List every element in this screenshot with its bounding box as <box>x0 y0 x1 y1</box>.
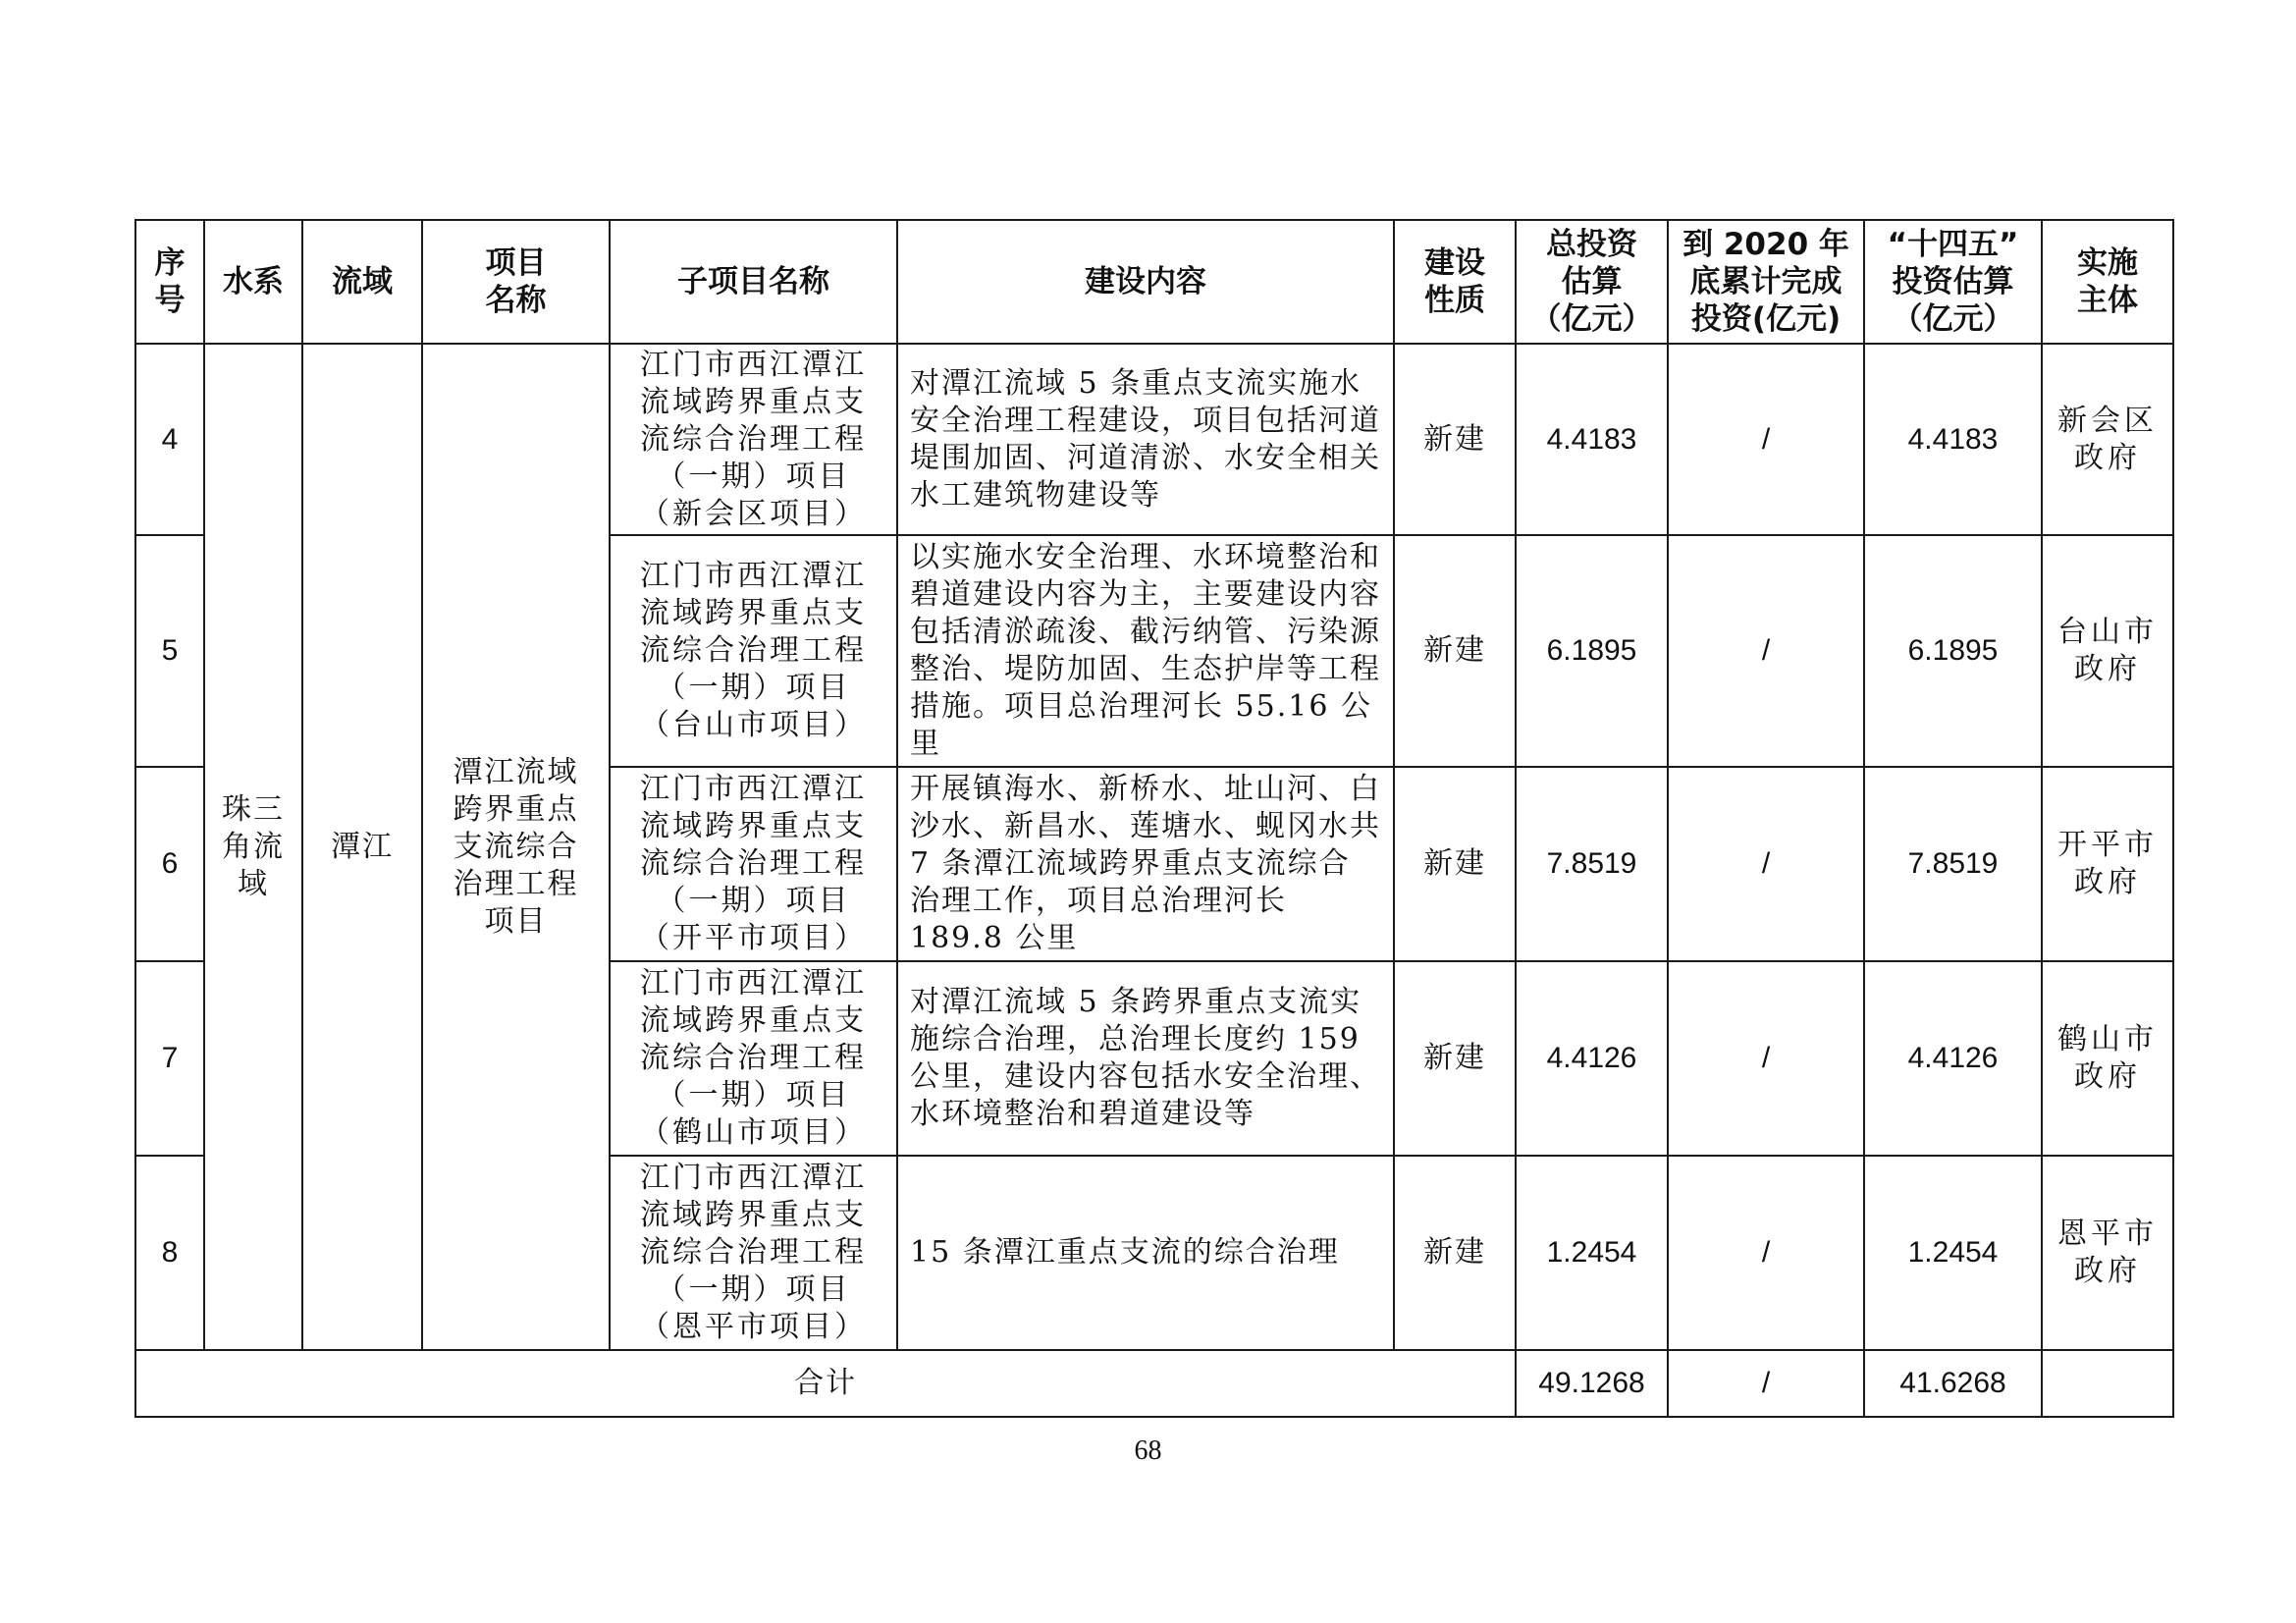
header-project: 项目 名称 <box>422 220 610 344</box>
header-completed: 到 2020 年 底累计完成 投资(亿元) <box>1668 220 1864 344</box>
total-label: 合计 <box>135 1350 1516 1417</box>
entity-cell: 鹤山市 政府 <box>2042 961 2173 1156</box>
header-row <box>135 220 2173 344</box>
grand-total-entity <box>2042 1350 2173 1417</box>
grand-total-plan: 41.6268 <box>1864 1350 2042 1417</box>
total-investment-cell: 7.8519 <box>1516 767 1668 961</box>
subproject-cell: 江门市西江潭江 流域跨界重点支 流综合治理工程 （一期）项目 （新会区项目） <box>610 344 897 535</box>
header-system: 水系 <box>204 220 302 344</box>
row-seq: 4 <box>135 344 204 535</box>
entity-cell: 开平市 政府 <box>2042 767 2173 961</box>
basin-cell: 潭江 <box>302 344 422 1350</box>
content-cell: 以实施水安全治理、水环境整治和碧道建设内容为主，主要建设内容包括清淤疏浚、截污纳管、污染源整治、堤防加固、生态护岸等工程措施。项目总治理河长 55.16 公里 <box>897 535 1394 767</box>
content-cell: 开展镇海水、新桥水、址山河、白沙水、新昌水、莲塘水、蚬冈水共 7 条潭江流域跨界重点支流综合治理工作，项目总治理河长 189.8 公里 <box>897 767 1394 961</box>
water-system-cell: 珠三 角流 域 <box>204 344 302 1350</box>
header-subproject: 子项目名称 <box>610 220 897 344</box>
row-seq: 5 <box>135 535 204 767</box>
total-investment-cell: 4.4183 <box>1516 344 1668 535</box>
row-seq: 6 <box>135 767 204 961</box>
completed-investment-cell: / <box>1668 961 1864 1156</box>
total-investment-cell: 1.2454 <box>1516 1156 1668 1350</box>
subproject-cell: 江门市西江潭江 流域跨界重点支 流综合治理工程 （一期）项目 （鹤山市项目） <box>610 961 897 1156</box>
plan-investment-cell: 4.4183 <box>1864 344 2042 535</box>
header-seq: 序 号 <box>135 220 204 344</box>
plan-investment-cell: 7.8519 <box>1864 767 2042 961</box>
total-investment-cell: 4.4126 <box>1516 961 1668 1156</box>
plan-investment-cell: 4.4126 <box>1864 961 2042 1156</box>
header-plan: “十四五” 投资估算 （亿元） <box>1864 220 2042 344</box>
page-number: 68 <box>1134 1435 1162 1466</box>
content-cell: 对潭江流域 5 条重点支流实施水安全治理工程建设，项目包括河道堤围加固、河道清淤、水安全相关水工建筑物建设等 <box>897 344 1394 535</box>
investment-table <box>134 219 2174 1418</box>
subproject-cell: 江门市西江潭江 流域跨界重点支 流综合治理工程 （一期）项目 （恩平市项目） <box>610 1156 897 1350</box>
entity-cell: 新会区 政府 <box>2042 344 2173 535</box>
content-cell: 对潭江流域 5 条跨界重点支流实施综合治理，总治理长度约 159 公里，建设内容包括水安全治理、水环境整治和碧道建设等 <box>897 961 1394 1156</box>
nature-cell: 新建 <box>1394 1156 1516 1350</box>
row-seq: 8 <box>135 1156 204 1350</box>
grand-total-completed: / <box>1668 1350 1864 1417</box>
grand-total-investment: 49.1268 <box>1516 1350 1668 1417</box>
table-row <box>135 344 2173 535</box>
nature-cell: 新建 <box>1394 961 1516 1156</box>
header-entity: 实施 主体 <box>2042 220 2173 344</box>
completed-investment-cell: / <box>1668 767 1864 961</box>
header-nature: 建设 性质 <box>1394 220 1516 344</box>
total-row <box>135 1350 2173 1417</box>
plan-investment-cell: 1.2454 <box>1864 1156 2042 1350</box>
subproject-cell: 江门市西江潭江 流域跨界重点支 流综合治理工程 （一期）项目 （开平市项目） <box>610 767 897 961</box>
completed-investment-cell: / <box>1668 535 1864 767</box>
completed-investment-cell: / <box>1668 344 1864 535</box>
project-name-cell: 潭江流域 跨界重点 支流综合 治理工程 项目 <box>422 344 610 1350</box>
total-investment-cell: 6.1895 <box>1516 535 1668 767</box>
header-content: 建设内容 <box>897 220 1394 344</box>
plan-investment-cell: 6.1895 <box>1864 535 2042 767</box>
nature-cell: 新建 <box>1394 535 1516 767</box>
entity-cell: 台山市 政府 <box>2042 535 2173 767</box>
content-cell: 15 条潭江重点支流的综合治理 <box>897 1156 1394 1350</box>
header-total: 总投资 估算 （亿元） <box>1516 220 1668 344</box>
entity-cell: 恩平市 政府 <box>2042 1156 2173 1350</box>
nature-cell: 新建 <box>1394 344 1516 535</box>
row-seq: 7 <box>135 961 204 1156</box>
subproject-cell: 江门市西江潭江 流域跨界重点支 流综合治理工程 （一期）项目 （台山市项目） <box>610 535 897 767</box>
nature-cell: 新建 <box>1394 767 1516 961</box>
completed-investment-cell: / <box>1668 1156 1864 1350</box>
header-basin: 流域 <box>302 220 422 344</box>
